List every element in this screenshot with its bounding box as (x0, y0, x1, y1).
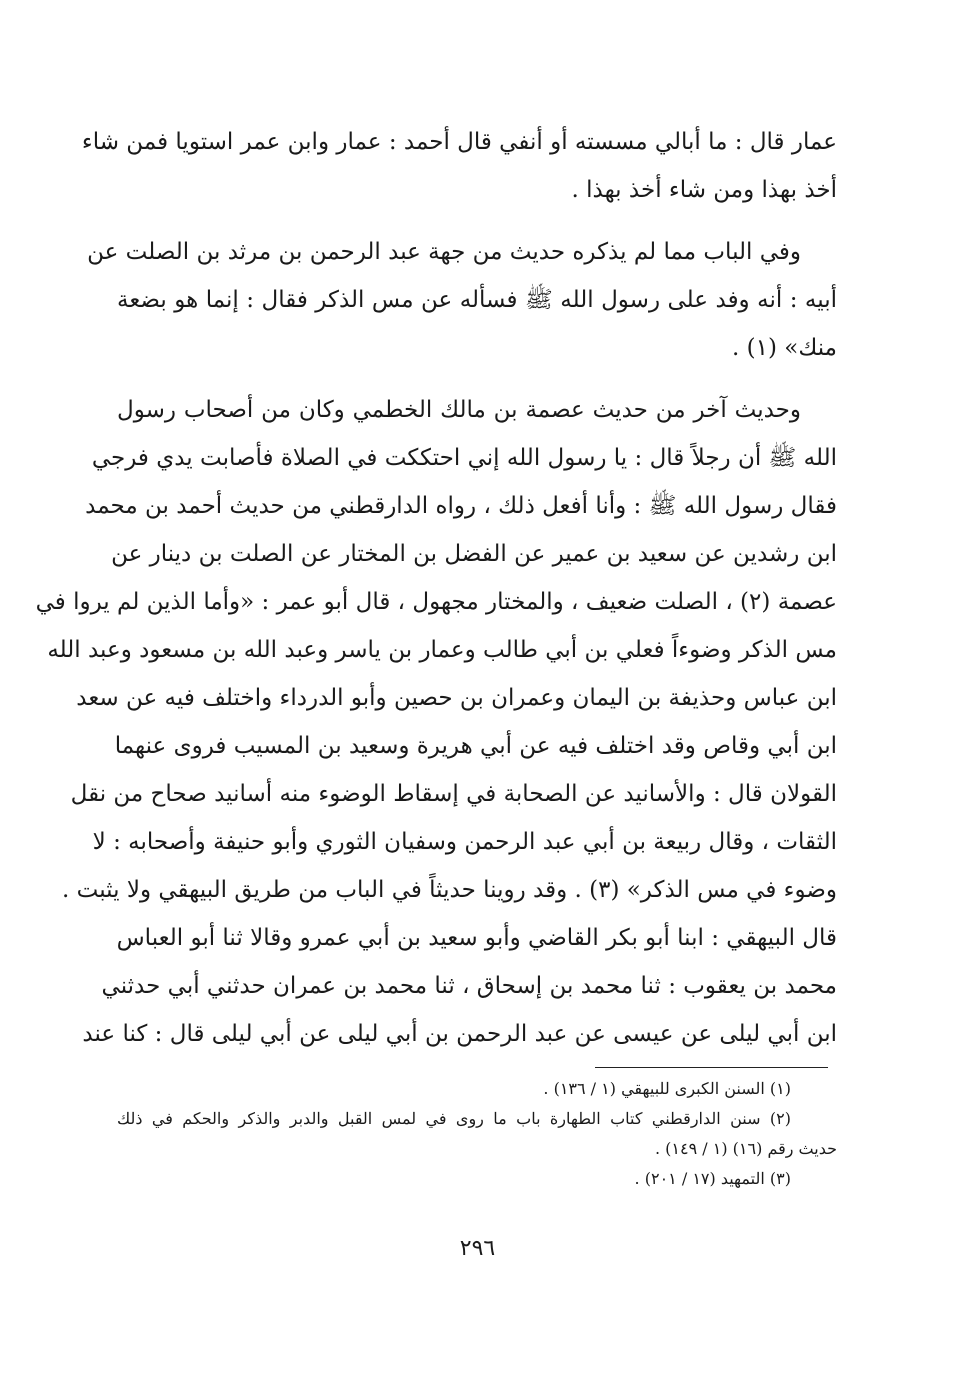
footnote-line: (١) السنن الكبرى للبيهقي (١ / ١٣٦) . (543, 1079, 791, 1098)
text-line: ابن عباس وحذيفة بن اليمان وعمران بن حصين وأبو الدرداء واختلف فيه عن سعد (76, 685, 837, 711)
text-line: قال البيهقي : ابنا أبو بكر القاضي وأبو سعيد بن أبي عمرو وقالا ثنا أبو العباس (116, 925, 837, 951)
text-line: وضوء في مس الذكر» (٣) . وقد روينا حديثاً في الباب من طريق البيهقي ولا يثبت . (62, 877, 837, 903)
text-line: عصمة (٢) ، الصلت ضعيف ، والمختار مجهول ، قال أبو عمر : «وأما الذين لم يروا في (35, 589, 837, 615)
footnotes (117, 1074, 837, 1194)
text-line: الله ﷺ أن رجلاً قال : يا رسول الله إني احتككت في الصلاة فأصابت يدي فرجي (91, 445, 837, 471)
text-line: ابن أبي ليلى عن عيسى عن عبد الرحمن بن أبي ليلى عن أبي ليلى قال : كنا عند (82, 1021, 837, 1047)
page-number: ٢٩٦ (459, 1236, 496, 1261)
text-line: منك» (١) . (732, 335, 837, 361)
main-text (35, 118, 837, 1058)
text-line: محمد بن يعقوب : ثنا محمد بن إسحاق ، ثنا محمد بن عمران حدثني أبي حدثني (101, 973, 837, 999)
text-line: أبيه : أنه وفد على رسول الله ﷺ فسأله عن مس الذكر فقال : إنما هو بضعة (117, 287, 837, 313)
text-line: أخذ بهذا ومن شاء أخذ بهذا . (571, 177, 837, 203)
text-line: ابن رشدين عن سعيد بن عمير عن الفضل بن المختار عن الصلت بن دينار عن (111, 541, 837, 567)
footnote-line: حديث رقم (١٦) (١ / ١٤٩) . (654, 1139, 837, 1158)
footnote-line: (٢) سنن الدارقطني كتاب الطهارة باب ما روى في لمس القبل والدبر والذكر والحكم في ذلك (117, 1109, 791, 1128)
footnote-line: (٣) التمهيد (١٧ / ٢٠١) . (634, 1169, 791, 1188)
paragraph-gap (117, 372, 837, 386)
footnote-divider (595, 1067, 828, 1068)
text-line: الثقات ، وقال ربيعة بن أبي عبد الرحمن وسفيان الثوري وأبو حنيفة وأصحابه : لا (92, 829, 837, 855)
text-line: عمار قال : ما أبالي مسسته أو أنفي قال أحمد : عمار وابن عمر استويا فمن شاء (81, 129, 837, 155)
paragraph-gap (117, 214, 837, 228)
text-line: القولان قال : والأسانيد عن الصحابة في إسقاط الوضوء منه أسانيد صحاح من نقل (70, 781, 837, 807)
text-line: ابن أبي وقاص وقد اختلف فيه عن أبي هريرة وسعيد بن المسيب فروى عنهما (114, 733, 837, 759)
text-line: مس الذكر وضوءاً فعلي بن أبي طالب وعمار بن ياسر وعبد الله بن مسعود وعبد الله (47, 637, 837, 663)
text-line: وفي الباب مما لم يذكره حديث من جهة عبد الرحمن بن مرثد بن الصلت عن (87, 239, 801, 265)
text-line: فقال رسول الله ﷺ : وأنا أفعل ذلك ، رواه الدارقطني من حديث أحمد بن محمد (85, 493, 837, 519)
text-line: وحديث آخر من حديث عصمة بن مالك الخطمي وكان من أصحاب رسول (117, 397, 801, 423)
